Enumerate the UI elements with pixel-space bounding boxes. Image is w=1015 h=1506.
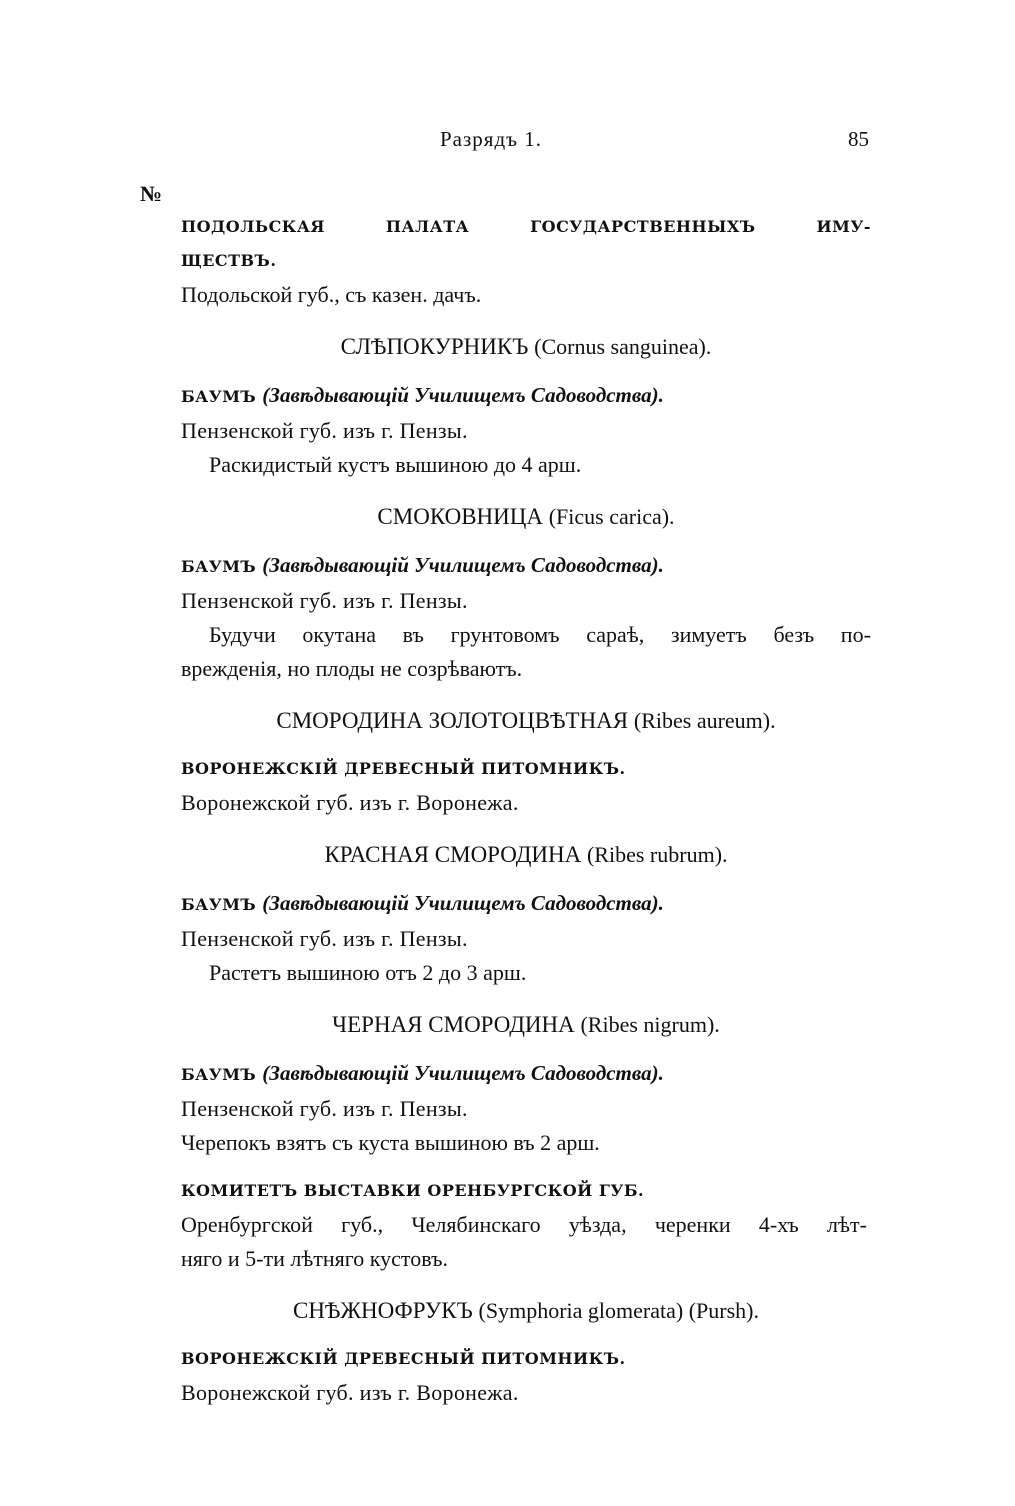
- plant-latin-name: (Cornus sanguinea).: [534, 334, 712, 359]
- plant-latin-name: (Ribes nigrum).: [580, 1012, 720, 1037]
- word: ГОСУДАРСТВЕННЫХЪ: [530, 217, 756, 236]
- exhibit-note: [181, 618, 871, 652]
- exhibit-note: Растетъ вышиною отъ 2 до 3 арш.: [209, 960, 527, 985]
- exhibitor-line: [181, 886, 871, 922]
- word: сараѣ,: [586, 622, 645, 647]
- word: Будучи: [209, 622, 276, 647]
- word: зимуетъ: [670, 622, 747, 647]
- plant-name: ЧЕРНАЯ СМОРОДИНА: [332, 1012, 575, 1037]
- exhibitor-location: Воронежской губ. изъ г. Воронежа.: [181, 1380, 519, 1405]
- exhibitor-name: КОМИТЕТЪ ВЫСТАВКИ ОРЕНБУРГСКОЙ ГУБ.: [181, 1181, 645, 1200]
- exhibitor-role: (Завѣдывающій Училищемъ Садоводства).: [262, 383, 664, 407]
- exhibitor-line: [181, 548, 871, 584]
- exhibitor-location: Пензенской губ. изъ г. Пензы.: [181, 926, 468, 951]
- intro-entry: [181, 210, 871, 312]
- exhibitor-name: ВОРОНЕЖСКІЙ ДРЕВЕСНЫЙ ПИТОМНИКЪ.: [181, 1349, 626, 1368]
- exhibit-note-cont: врежденія, но плоды не созрѣваютъ.: [181, 656, 523, 681]
- plant-name: СЛѢПОКУРНИКЪ: [340, 334, 529, 359]
- page-body: [181, 210, 871, 1410]
- word: уѣзда,: [568, 1212, 627, 1237]
- word: 4-хъ: [758, 1212, 799, 1237]
- word: въ: [402, 622, 424, 647]
- word: черенки: [654, 1212, 731, 1237]
- exhibitor-location: Подольской губ., съ казен. дачъ.: [181, 282, 482, 307]
- exhibitor-entry: [181, 886, 871, 990]
- exhibitor-name-cont: ЩЕСТВЪ.: [181, 251, 277, 270]
- plant-heading: [181, 704, 871, 738]
- word: окутана: [302, 622, 376, 647]
- word: ПАЛАТА: [385, 217, 470, 236]
- exhibitor-role: (Завѣдывающій Училищемъ Садоводства).: [262, 1061, 664, 1085]
- exhibitor-role: (Завѣдывающій Училищемъ Садоводства).: [262, 553, 664, 577]
- running-header: [0, 127, 1015, 167]
- plant-latin-name: (Ribes rubrum).: [586, 842, 728, 867]
- exhibitor-role: (Завѣдывающій Училищемъ Садоводства).: [262, 891, 664, 915]
- exhibitor-line: [181, 1056, 871, 1092]
- exhibitor-location: Пензенской губ. изъ г. Пензы.: [181, 418, 468, 443]
- exhibitor-name: ВОРОНЕЖСКІЙ ДРЕВЕСНЫЙ ПИТОМНИКЪ.: [181, 759, 626, 778]
- exhibitor-line: [181, 378, 871, 414]
- spacer: [181, 1160, 871, 1174]
- plant-latin-name: (Symphoria glomerata) (Pursh).: [478, 1298, 759, 1323]
- exhibitor-location: Воронежской губ. изъ г. Воронежа.: [181, 790, 519, 815]
- plant-name: СНѢЖНОФРУКЪ: [293, 1298, 473, 1323]
- exhibitor-entry: [181, 1342, 871, 1410]
- plant-latin-name: (Ficus carica).: [548, 504, 675, 529]
- word: губ.,: [341, 1212, 384, 1237]
- plant-heading: [181, 500, 871, 534]
- plant-heading: [181, 330, 871, 364]
- word: безъ: [773, 622, 815, 647]
- section-title: Разрядъ 1.: [440, 127, 542, 151]
- exhibitor-entry: [181, 752, 871, 820]
- word: Челябинскаго: [411, 1212, 541, 1237]
- exhibitor-location: Пензенской губ. изъ г. Пензы.: [181, 1096, 468, 1121]
- word: ИМУ-: [816, 217, 871, 236]
- word: ПОДОЛЬСКАЯ: [181, 217, 325, 236]
- plant-name: КРАСНАЯ СМОРОДИНА: [324, 842, 582, 867]
- plant-latin-name: (Ribes aureum).: [633, 708, 776, 733]
- exhibitor-name: БАУМЪ: [181, 1065, 257, 1084]
- exhibitor-name: БАУМЪ: [181, 895, 257, 914]
- plant-heading: [181, 838, 871, 872]
- word: грунтовомъ: [450, 622, 560, 647]
- word: лѣт-: [827, 1212, 867, 1237]
- page-number: 85: [848, 127, 869, 151]
- plant-heading: [181, 1294, 871, 1328]
- exhibitor-entry: [181, 378, 871, 482]
- exhibitor-name: [181, 210, 871, 244]
- exhibitor-location-cont: няго и 5-ти лѣтняго кустовъ.: [181, 1246, 448, 1271]
- exhibitor-entry: [181, 1056, 871, 1160]
- number-sign: №: [140, 181, 163, 206]
- exhibitor-location: Пензенской губ. изъ г. Пензы.: [181, 588, 468, 613]
- exhibitor-location: [181, 1208, 867, 1242]
- exhibitor-entry: [181, 548, 871, 686]
- exhibit-note: Раскидистый кустъ вышиною до 4 арш.: [209, 452, 582, 477]
- plant-name: СМОРОДИНА ЗОЛОТОЦВѢТНАЯ: [276, 708, 629, 733]
- exhibitor-name: БАУМЪ: [181, 557, 257, 576]
- exhibitor-entry: [181, 1174, 871, 1276]
- plant-name: СМОКОВНИЦА: [377, 504, 543, 529]
- word: по-: [840, 622, 871, 647]
- exhibitor-name: БАУМЪ: [181, 387, 257, 406]
- plant-heading: [181, 1008, 871, 1042]
- word: Оренбургской: [181, 1212, 313, 1237]
- exhibit-note: Черепокъ взятъ съ куста вышиною въ 2 арш.: [181, 1130, 600, 1155]
